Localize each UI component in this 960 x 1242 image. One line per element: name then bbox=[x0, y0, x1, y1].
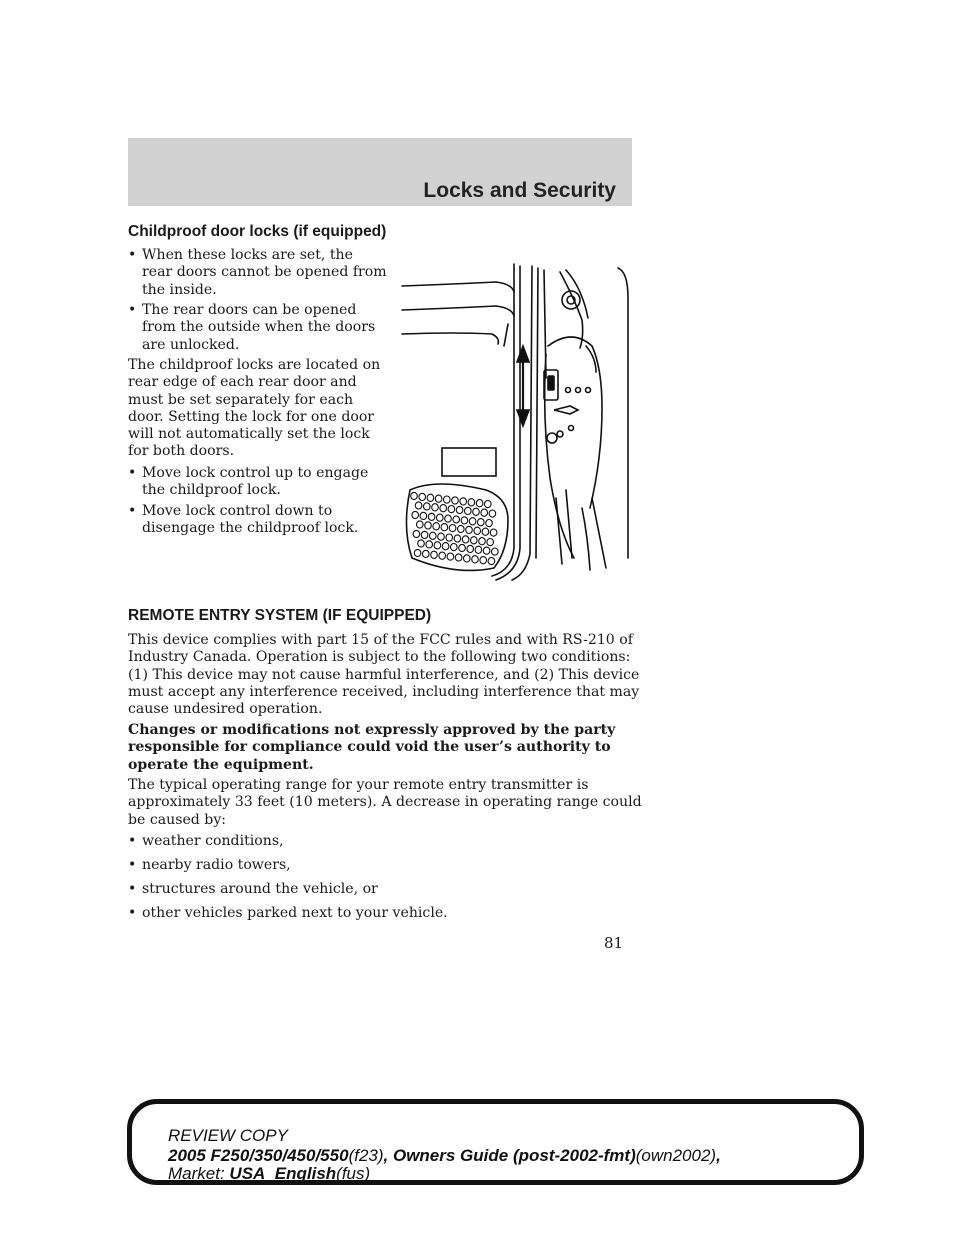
grille-hole bbox=[460, 498, 467, 505]
grille-hole bbox=[423, 550, 430, 557]
paragraph-line: responsible for compliance could void the user’s authority to bbox=[128, 739, 611, 756]
bullet-dot: • bbox=[128, 247, 137, 263]
page-number: 81 bbox=[604, 934, 624, 952]
grille-hole bbox=[486, 520, 493, 527]
bullet-item bbox=[128, 503, 359, 538]
bullet-dot: • bbox=[128, 503, 137, 519]
grille-hole bbox=[489, 510, 496, 517]
grille-hole bbox=[478, 519, 485, 526]
grille-hole bbox=[447, 553, 454, 560]
grille-hole bbox=[435, 495, 442, 502]
grille-hole bbox=[419, 493, 426, 500]
grille-hole bbox=[425, 522, 432, 529]
grille-hole bbox=[445, 515, 452, 522]
grille-hole bbox=[479, 538, 486, 545]
grille-hole bbox=[439, 552, 446, 559]
model-text: 2005 F250/350/450/550 bbox=[168, 1146, 349, 1165]
paragraph-line: be caused by: bbox=[128, 811, 227, 828]
grille-hole bbox=[490, 529, 497, 536]
grille-hole bbox=[414, 549, 421, 556]
grille-hole bbox=[426, 541, 433, 548]
grille-hole bbox=[440, 505, 447, 512]
grille-hole bbox=[418, 540, 425, 547]
bullet-line: nearby radio towers, bbox=[142, 857, 291, 873]
grille-hole bbox=[434, 542, 441, 549]
grille-hole bbox=[475, 546, 482, 553]
grille-hole bbox=[453, 516, 460, 523]
review-copy-label: REVIEW COPY bbox=[168, 1126, 288, 1145]
bullet-line: Move lock control up to engage bbox=[142, 465, 369, 481]
grille-hole bbox=[459, 544, 466, 551]
grille-hole bbox=[449, 525, 456, 532]
bullet-line: the inside. bbox=[142, 281, 217, 298]
paragraph-line: The typical operating range for your remote entry transmitter is bbox=[128, 777, 589, 793]
grille-hole bbox=[415, 502, 422, 509]
paragraph-line: for both doors. bbox=[128, 443, 235, 460]
bullet-item bbox=[128, 465, 369, 500]
grille-hole bbox=[424, 503, 431, 510]
bullet-dot: • bbox=[128, 833, 137, 849]
grille-hole bbox=[467, 545, 474, 552]
paragraph-line: operate the equipment. bbox=[128, 756, 314, 773]
grille-hole bbox=[433, 523, 440, 530]
paragraph-line: (1) This device may not cause harmful interference, and (2) This device bbox=[128, 666, 640, 683]
bullet-dot: • bbox=[128, 302, 137, 318]
grille-hole bbox=[455, 554, 462, 561]
grille-hole bbox=[461, 517, 468, 524]
grille-hole bbox=[438, 533, 445, 540]
grille-hole bbox=[446, 534, 453, 541]
guide-code: (own2002) bbox=[635, 1146, 717, 1165]
grille-hole bbox=[471, 537, 478, 544]
fcc-warning bbox=[128, 722, 615, 774]
grille-hole bbox=[469, 518, 476, 525]
grille-hole bbox=[462, 536, 469, 543]
grille-hole bbox=[452, 497, 459, 504]
paragraph-line: must accept any interference received, including interference that may bbox=[128, 683, 640, 700]
bullet-item bbox=[128, 302, 376, 354]
grille-hole bbox=[492, 548, 499, 555]
grille-hole bbox=[427, 494, 434, 501]
grille-hole bbox=[421, 531, 428, 538]
grille-hole bbox=[413, 530, 420, 537]
bullet-line: are unlocked. bbox=[142, 336, 240, 353]
grille-hole bbox=[476, 500, 483, 507]
bullet-dot: • bbox=[128, 905, 137, 921]
bullet-item bbox=[128, 881, 378, 898]
grille-hole bbox=[473, 508, 480, 515]
speaker-grille bbox=[411, 492, 498, 564]
paragraph-line: Changes or modifications not expressly approved by the party bbox=[128, 722, 616, 738]
grille-hole bbox=[472, 556, 479, 563]
grille-hole bbox=[437, 514, 444, 521]
paragraph-line: Industry Canada. Operation is subject to the following two conditions: bbox=[128, 649, 631, 666]
grille-hole bbox=[451, 544, 458, 551]
childproof-heading: Childproof door locks (if equipped) bbox=[128, 223, 387, 240]
market-label: Market: bbox=[168, 1164, 225, 1183]
grille-hole bbox=[482, 528, 489, 535]
grille-hole bbox=[456, 506, 463, 513]
grille-hole bbox=[487, 539, 494, 546]
range-paragraph bbox=[128, 777, 642, 829]
grille-hole bbox=[466, 526, 473, 533]
header-band bbox=[128, 138, 632, 206]
grille-hole bbox=[465, 507, 472, 514]
section-title: Locks and Security bbox=[423, 179, 616, 202]
grille-hole bbox=[481, 509, 488, 516]
bullet-dot: • bbox=[128, 857, 137, 873]
grille-hole bbox=[428, 513, 435, 520]
market-line bbox=[168, 1164, 370, 1184]
document-id-line bbox=[168, 1146, 721, 1166]
grille-hole bbox=[441, 524, 448, 531]
grille-hole bbox=[417, 521, 424, 528]
grille-hole bbox=[474, 527, 481, 534]
comma: , bbox=[716, 1146, 721, 1165]
paragraph-line: rear edge of each rear door and bbox=[128, 374, 357, 391]
grille-hole bbox=[444, 496, 451, 503]
bullet-line: the childproof lock. bbox=[142, 482, 281, 499]
childproof-paragraph bbox=[128, 357, 380, 461]
market-value: USA_English bbox=[229, 1164, 337, 1183]
grille-hole bbox=[412, 511, 419, 518]
bullet-line: When these locks are set, the bbox=[142, 247, 353, 263]
grille-hole bbox=[442, 543, 449, 550]
grille-hole bbox=[483, 547, 490, 554]
paragraph-line: cause undesired operation. bbox=[128, 701, 323, 718]
bullet-line: rear doors cannot be opened from bbox=[142, 264, 387, 281]
grille-hole bbox=[448, 506, 455, 513]
bullet-line: The rear doors can be opened bbox=[142, 302, 357, 318]
paragraph-line: This device complies with part 15 of the FCC rules and with RS-210 of bbox=[128, 632, 633, 648]
childproof-lock-illustration bbox=[396, 258, 636, 582]
paragraph-line: must be set separately for each bbox=[128, 391, 354, 408]
paragraph-line: approximately 33 feet (10 meters). A decrease in operating range could bbox=[128, 794, 642, 811]
grille-hole bbox=[468, 499, 475, 506]
bullet-line: from the outside when the doors bbox=[142, 319, 376, 336]
grille-hole bbox=[488, 558, 495, 565]
paragraph-line: will not automatically set the lock bbox=[128, 426, 370, 443]
bullet-line: structures around the vehicle, or bbox=[142, 881, 378, 897]
review-copy-box bbox=[127, 1099, 864, 1185]
grille-hole bbox=[431, 551, 438, 558]
grille-hole bbox=[430, 532, 437, 539]
market-code: (fus) bbox=[336, 1164, 371, 1183]
grille-hole bbox=[411, 492, 418, 499]
bullet-item bbox=[128, 833, 284, 850]
grille-hole bbox=[458, 525, 465, 532]
bullet-line: weather conditions, bbox=[142, 833, 284, 849]
grille-hole bbox=[464, 555, 471, 562]
paragraph-line: The childproof locks are located on bbox=[128, 357, 381, 373]
bullet-line: other vehicles parked next to your vehicle. bbox=[142, 905, 448, 921]
grille-hole bbox=[485, 501, 492, 508]
guide-text: , Owners Guide (post-2002-fmt) bbox=[383, 1146, 636, 1165]
bullet-item bbox=[128, 247, 387, 299]
bullet-item bbox=[128, 905, 448, 922]
bullet-line: Move lock control down to bbox=[142, 503, 333, 519]
grille-hole bbox=[432, 504, 439, 511]
grille-hole bbox=[454, 535, 461, 542]
bullet-dot: • bbox=[128, 465, 137, 481]
grille-hole bbox=[480, 557, 487, 564]
fcc-paragraph bbox=[128, 632, 639, 718]
bullet-dot: • bbox=[128, 881, 137, 897]
bullet-line: disengage the childproof lock. bbox=[142, 520, 359, 537]
model-code: (f23) bbox=[348, 1146, 384, 1165]
paragraph-line: door. Setting the lock for one door bbox=[128, 408, 375, 425]
bullet-item bbox=[128, 857, 291, 874]
grille-hole bbox=[420, 512, 427, 519]
remote-entry-heading: REMOTE ENTRY SYSTEM (IF EQUIPPED) bbox=[128, 607, 432, 624]
